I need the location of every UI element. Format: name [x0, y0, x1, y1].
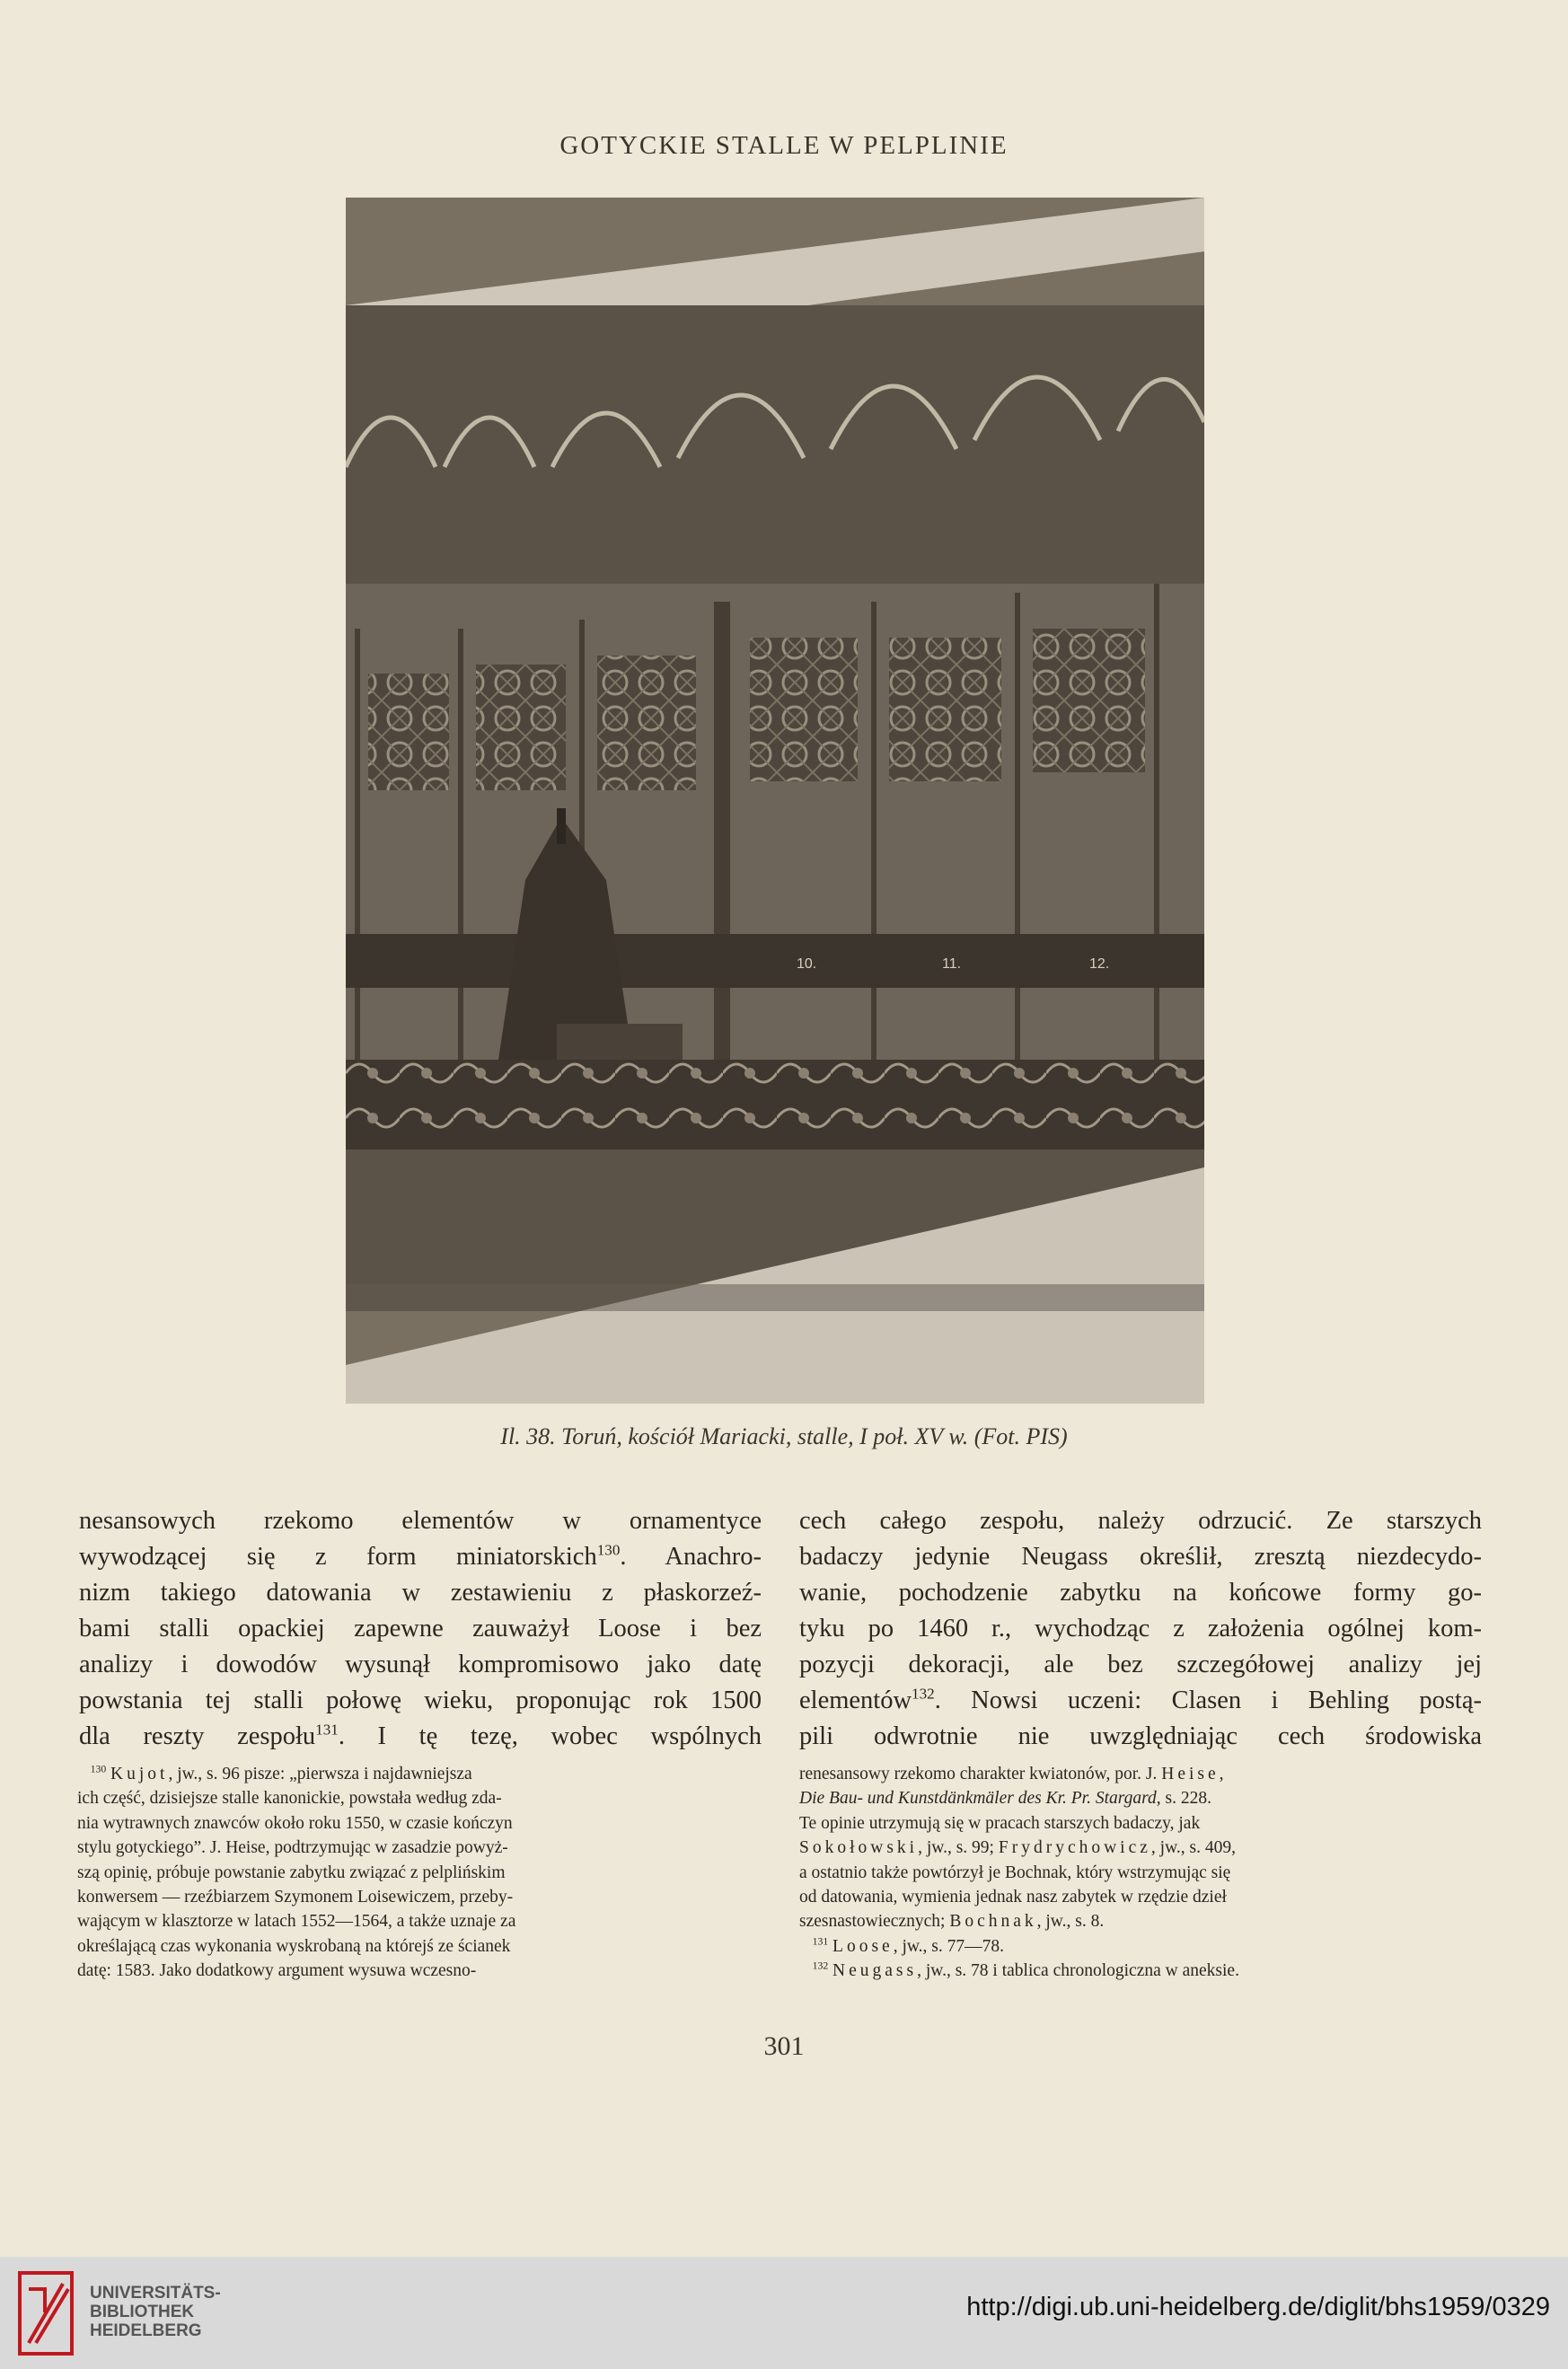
body-line: wywodzącej się z form miniatorskich$^{130}$. Anachro-	[79, 1541, 762, 1571]
footnote-line: Die Bau- und Kunstdänkmäler des Kr. Pr. Stargard, s. 228.	[799, 1789, 1211, 1809]
footnote-author: Neugass	[832, 1961, 918, 1981]
footnote-title: Die Bau- und Kunstdänkmäler des Kr. Pr. Stargard	[799, 1789, 1157, 1809]
digitization-footer	[0, 2257, 1568, 2369]
library-name	[90, 2284, 221, 2340]
body-line: wanie, pochodzenie zabytku na końcowe formy go-	[799, 1579, 1482, 1607]
footnote-line: szesnastowiecznych; Bochnak, jw., s. 8.	[799, 1912, 1105, 1932]
footnote-line: ich część, dzisiejsze stalle kanonickie, powstała według zda-	[77, 1789, 502, 1809]
body-line: tyku po 1460 r., wychodząc z założenia ogólnej kom-	[799, 1615, 1482, 1642]
footnote-author: Kujot	[110, 1765, 169, 1783]
body-line: elementów$^{132}$. Nowsi uczeni: Clasen i Behling postą-	[799, 1685, 1482, 1714]
footnote-line: określającą czas wykonania wyskrobaną na którejś ze ścianek	[77, 1936, 511, 1956]
body-line: powstania tej stalli połowę wieku, proponując rok 1500	[79, 1686, 762, 1714]
stall-number-10: 10.	[797, 956, 817, 972]
footnote-author: Sokołowski	[799, 1838, 919, 1858]
library-name-line: BIBLIOTHEK	[90, 2303, 195, 2321]
stalls-photograph	[346, 198, 1204, 1404]
body-line: pozycji dekoracji, ale bez szczegółowej analizy jej	[799, 1651, 1482, 1678]
body-line: cech całego zespołu, należy odrzucić. Ze starszych	[799, 1507, 1482, 1535]
footnote-author: Loose	[832, 1936, 894, 1956]
body-line: pili odwrotnie nie uwzględniając cech środowiska	[799, 1722, 1482, 1750]
page-number: 301	[763, 2031, 805, 2061]
footnote-number: 132	[812, 1959, 829, 1972]
footnote-author: Heise	[1161, 1765, 1220, 1783]
library-name-line: HEIDELBERG	[90, 2321, 202, 2340]
footnotes-left	[77, 1762, 763, 1984]
footnote-author: Frydrychowicz	[998, 1838, 1151, 1858]
footnote-line: datę: 1583. Jako dodatkowy argument wysuwa wczesno-	[77, 1961, 477, 1981]
body-line: analizy i dowodów wysunął kompromisowo jako datę	[79, 1651, 762, 1678]
footnote-ref: 132	[912, 1685, 935, 1703]
footnote-line: a ostatnio także powtórzył je Bochnak, który wstrzymując się	[799, 1863, 1231, 1882]
footnote-line: wającym w klasztorze w latach 1552—1564, a także uznaje za	[77, 1912, 516, 1932]
body-line: bami stalli opackiej zapewne zauważył Loose i bez	[79, 1615, 762, 1642]
footnote-ref: 130	[596, 1541, 621, 1559]
body-line: dla reszty zespołu$^{131}$. I tę tezę, wobec wspólnych	[79, 1721, 762, 1750]
body-column-right	[799, 1503, 1482, 1755]
footnote-line: Sokołowski, jw., s. 99; Frydrychowicz, jw., s. 409,	[799, 1838, 1236, 1858]
footnote-line: $^{130}$ Kujot, jw., s. 96 pisze: „pierwsza i najdawniejsza	[90, 1763, 472, 1783]
body-line: badaczy jedynie Neugass określił, zresztą niezdecydo-	[799, 1543, 1482, 1571]
footnote-ref: 131	[315, 1721, 339, 1739]
footnote-line: szą opinię, próbuje powstanie zabytku związać z pelplińskim	[77, 1863, 506, 1882]
footnote-author: Bochnak	[949, 1912, 1037, 1932]
figure-caption: Il. 38. Toruń, kościół Mariacki, stalle, I poł. XV w. (Fot. PIS)	[500, 1423, 1068, 1449]
body-column-left	[79, 1503, 762, 1755]
library-name-line: UNIVERSITÄTS-	[90, 2284, 221, 2303]
footnotes-right	[799, 1762, 1485, 1984]
footnote-line: konwersem — rzeźbiarzem Szymonem Loisewiczem, przeby-	[77, 1888, 514, 1907]
footnote-line: $^{131}$ Loose, jw., s. 77—78.	[812, 1935, 1005, 1956]
footnote-line: renesansowy rzekomo charakter kwiatonów, por. J. Heise,	[799, 1765, 1224, 1783]
body-line: nizm takiego datowania w zestawieniu z płaskorzeź-	[79, 1579, 762, 1607]
stall-number-12: 12.	[1089, 956, 1110, 972]
footnote-number: 131	[812, 1935, 829, 1948]
running-title: GOTYCKIE STALLE W PELPLINIE	[559, 131, 1009, 160]
footnote-line: $^{132}$ Neugass, jw., s. 78 i tablica chronologiczna w aneksie.	[812, 1959, 1239, 1981]
footnote-number: 130	[90, 1763, 107, 1775]
library-logo-icon	[18, 2271, 74, 2356]
footnote-line: od datowania, wymienia jednak nasz zabytek w rzędzie dzieł	[799, 1888, 1227, 1907]
footnote-line: Te opinie utrzymują się w pracach starszych badaczy, jak	[799, 1813, 1201, 1833]
source-url-link[interactable]: http://digi.ub.uni-heidelberg.de/diglit/bhs1959/0329	[966, 2293, 1550, 2321]
footnote-line: stylu gotyckiego”. J. Heise, podtrzymując w zasadzie powyż-	[77, 1838, 508, 1858]
body-line: nesansowych rzekomo elementów w ornamentyce	[79, 1507, 762, 1535]
footnote-line: nia wytrawnych znawców około roku 1550, w czasie kończyn	[77, 1813, 513, 1833]
stall-number-11: 11.	[942, 956, 962, 972]
